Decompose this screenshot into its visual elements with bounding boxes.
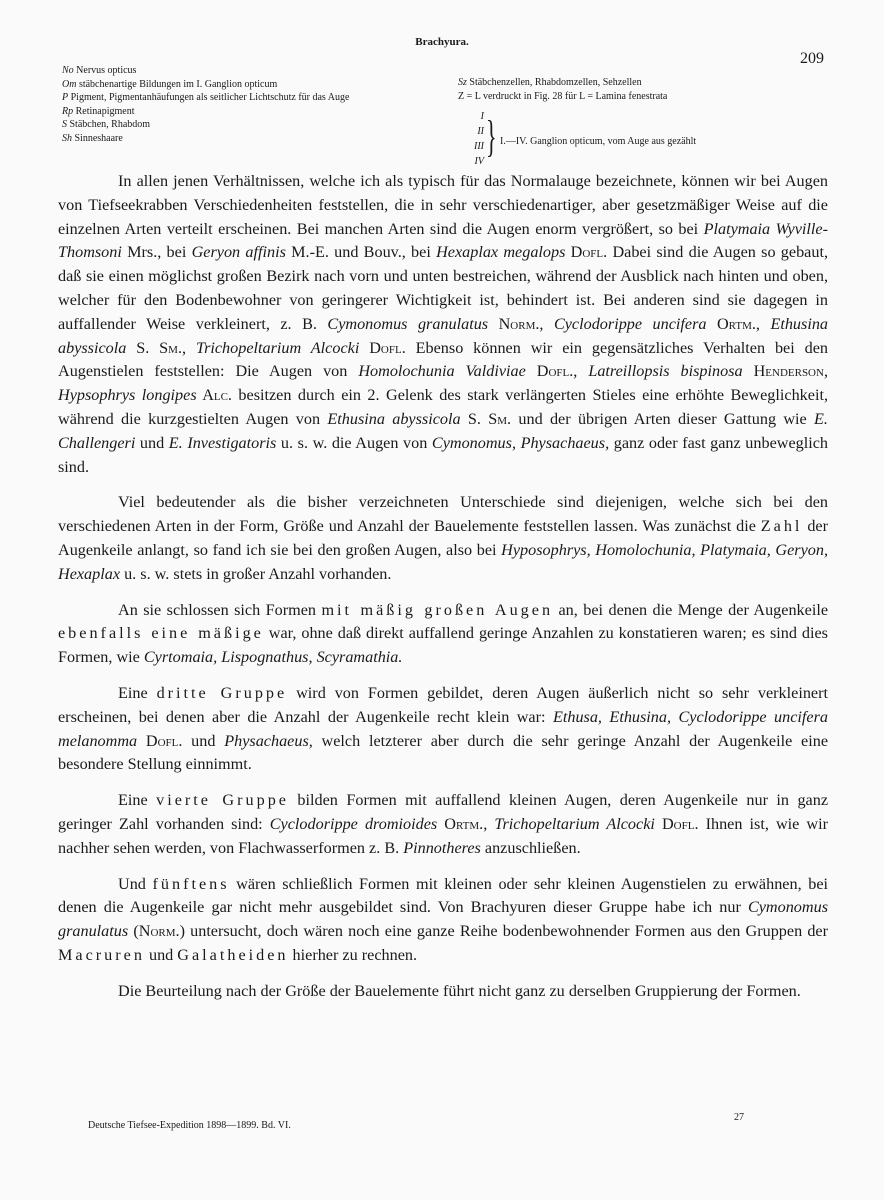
legend-left (62, 64, 349, 145)
paragraph-1: In allen jenen Verhältnissen, welche ich als typisch für das Normalauge bezeichnete, können wir bei Augen von Tiefseekrabben Verschiedenheiten feststellen, die in sehr verschiedenartiger, aber gesetzmäßiger Weise auf die einzelnen Arten verteilt erscheinen. Bei manchen Arten sind die Augen enorm vergrößert, so bei Platymaia Wyville-Thomsoni Mrs., bei Geryon affinis M.-E. und Bouv., bei Hexaplax megalops Dofl. Dabei sind die Augen so gebaut, daß sie einen möglichst großen Bezirk nach vorn und unten bestreichen, während der Ausblick nach hinten und oben, welcher für den Bodenbewohner von geringerer Wichtigkeit ist, behindert ist. Bei anderen sind sie dagegen in auffallender Weise verkleinert, z. B. Cymonomus granulatus Norm., Cyclodorippe uncifera Ortm., Ethusina abyssicola S. Sm., Trichopeltarium Alcocki Dofl. Ebenso können wir ein gegensätzliches Verhalten bei den Augenstielen feststellen: Die Augen von Homolochunia Valdiviae Dofl., Latreillopsis bispinosa Henderson, Hypsophrys longipes Alc. besitzen durch ein 2. Gelenk des stark verlängerten Stieles eine erhöhte Beweglichkeit, während die kurzgestielten Augen von Ethusina abyssicola S. Sm. und der übrigen Arten dieser Gattung wie E. Challengeri und E. Investigatoris u. s. w. die Augen von Cymonomus, Physachaeus, ganz oder fast ganz unbeweglich sind. (58, 172, 829, 476)
legend-entry-z: Z = L verdruckt in Fig. 28 für L = Lamina fenestrata (458, 90, 668, 102)
paragraph-2: Viel bedeutender als die bisher verzeichneten Unterschiede sind diejenigen, welche sich bei den verschiedenen Arten in der Form, Größe und Anzahl der Bauelemente feststellen lassen. Was zunächst die Zahl der Augenkeile anlangt, so fand ich sie bei den großen Augen, also bei Hyposophrys, Homolochunia, Platymaia, Geryon, Hexaplax u. s. w. stets in großer Anzahl vorhanden. (58, 493, 828, 583)
legend-entry-sh: Sh Sinneshaare (62, 132, 123, 144)
paragraph-4: Eine dritte Gruppe wird von Formen gebildet, deren Augen äußerlich nicht so sehr verkleinert erscheinen, bei denen aber die Anzahl der Augenkeile recht klein war: Ethusa, Ethusina, Cyclodorippe uncifera melanomma Dofl. und Physachaeus, welch letzterer aber durch die sehr geringe Anzahl der Augenkeile eine besondere Stellung einnimmt. (58, 683, 829, 774)
legend-right (458, 76, 697, 173)
roman-numerals: I II III IV (474, 111, 484, 167)
ganglion-roman-group (458, 109, 697, 173)
paragraph-5: Eine vierte Gruppe bilden Formen mit auffallend kleinen Augen, deren Augenkeile nur in ganz geringer Zahl vorhanden sind: Cyclodorippe dromioides Ortm., Trichopeltarium Alcocki Dofl. Ihnen ist, wie wir nachher sehen werden, von Flachwasserformen z. B. Pinnotheres anzuschließen. (58, 791, 829, 857)
roman-label: I.—IV. Ganglion opticum, vom Auge aus gezählt (500, 136, 697, 147)
page-number: 209 (800, 50, 824, 67)
legend-entry-p: P Pigment, Pigmentanhäufungen als seitlicher Lichtschutz für das Auge (62, 92, 350, 103)
running-header: Brachyura. (415, 36, 469, 48)
footer-series: Deutsche Tiefsee-Expedition 1898—1899. Bd. VI. (88, 1120, 291, 1131)
legend-entry-s: S Stäbchen, Rhabdom (62, 119, 151, 130)
main-text (58, 170, 828, 1016)
paragraph-7: Die Beurteilung nach der Größe der Bauelemente führt nicht ganz zu derselben Gruppierung der Formen. (118, 981, 801, 1000)
paragraph-6: Und fünftens wären schließlich Formen mit kleinen oder sehr kleinen Augenstielen zu erwähnen, bei denen die Augenkeile gar nicht mehr ausgebildet sind. Von Brachyuren dieser Gruppe habe ich nur Cymonomus granulatus (Norm.) untersucht, doch wären noch eine ganze Reihe bodenbewohnender Formen aus den Gruppen der Macruren und Galatheiden hierher zu rechnen. (58, 874, 829, 964)
curly-brace: } (486, 112, 497, 161)
paragraph-3: An sie schlossen sich Formen mit mäßig großen Augen an, bei denen die Menge der Augenkeile ebenfalls eine mäßige war, ohne daß direkt auffallend geringe Anzahlen zu konstatieren waren; es sind dies Formen, wie Cyrtomaia, Lispognathus, Scyramathia. (58, 600, 828, 667)
legend-entry-sz: Sz Stäbchenzellen, Rhabdomzellen, Sehzellen (458, 77, 642, 88)
legend-entry-no: No Nervus opticus (62, 65, 137, 76)
legend-entry-om: Om stäbchenartige Bildungen im I. Ganglion opticum (62, 78, 278, 90)
legend-entry-rp: Rp Retinapigment (62, 105, 135, 117)
footer-signature: 27 (734, 1112, 744, 1123)
